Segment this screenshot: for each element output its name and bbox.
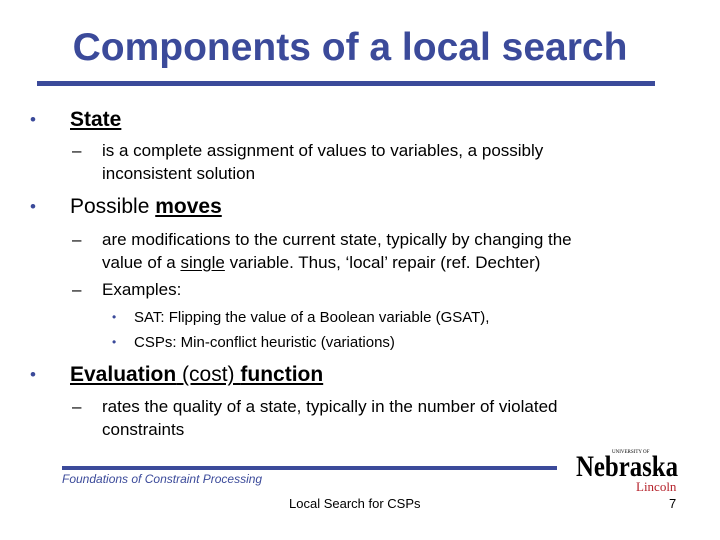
dash-marker: – — [72, 397, 82, 416]
footer-rule — [62, 466, 557, 470]
bullet-label: State — [70, 108, 122, 131]
sub-bullet-line: constraints — [102, 420, 185, 439]
bullet-marker: • — [112, 310, 117, 324]
bullet-marker: • — [30, 110, 36, 129]
slide-title: Components of a local search — [72, 26, 628, 69]
footer-course-name: Foundations of Constraint Processing — [62, 472, 263, 486]
sub-bullet-line: inconsistent solution — [102, 164, 256, 183]
bullet-marker: • — [112, 335, 117, 349]
bullet-label-prefix: Possible — [70, 195, 156, 218]
logo-main-text: Nebraska — [576, 450, 678, 483]
bullet-label-emph: moves — [155, 195, 222, 218]
sub-bullet-line: are modifications to the current state, typically by changing the — [102, 230, 572, 249]
sub-bullet-line: Examples: — [102, 280, 182, 299]
university-logo — [574, 446, 680, 494]
footer-lecture-title: Local Search for CSPs — [289, 496, 421, 511]
dash-marker: – — [72, 280, 82, 299]
line-emph: single — [180, 253, 225, 272]
logo-top-text: UNIVERSITY OF — [612, 450, 650, 455]
bullet-label-c: function — [240, 363, 324, 386]
line-pre: value of a — [102, 253, 181, 272]
sub-bullet-line — [102, 251, 540, 274]
example-text: SAT: Flipping the value of a Boolean variable (GSAT), — [134, 309, 490, 326]
dash-marker: – — [72, 230, 82, 249]
bullet-label — [70, 363, 323, 387]
bullet-marker: • — [30, 365, 36, 384]
page-number: 7 — [669, 496, 677, 511]
bullet-label-a: Evaluation — [70, 363, 177, 386]
logo-bottom-text: Lincoln — [636, 479, 677, 494]
bullet-label-b: (cost) — [176, 363, 241, 386]
sub-bullet-line: is a complete assignment of values to variables, a possibly — [102, 141, 544, 160]
title-underline — [37, 81, 655, 86]
dash-marker: – — [72, 141, 82, 160]
bullet-marker: • — [30, 197, 36, 216]
line-post: variable. Thus, ‘local’ repair (ref. Dechter) — [224, 253, 541, 272]
example-text: CSPs: Min-conflict heuristic (variations) — [134, 334, 395, 351]
sub-bullet-line: rates the quality of a state, typically in the number of violated — [102, 397, 558, 416]
bullet-label — [70, 195, 222, 219]
